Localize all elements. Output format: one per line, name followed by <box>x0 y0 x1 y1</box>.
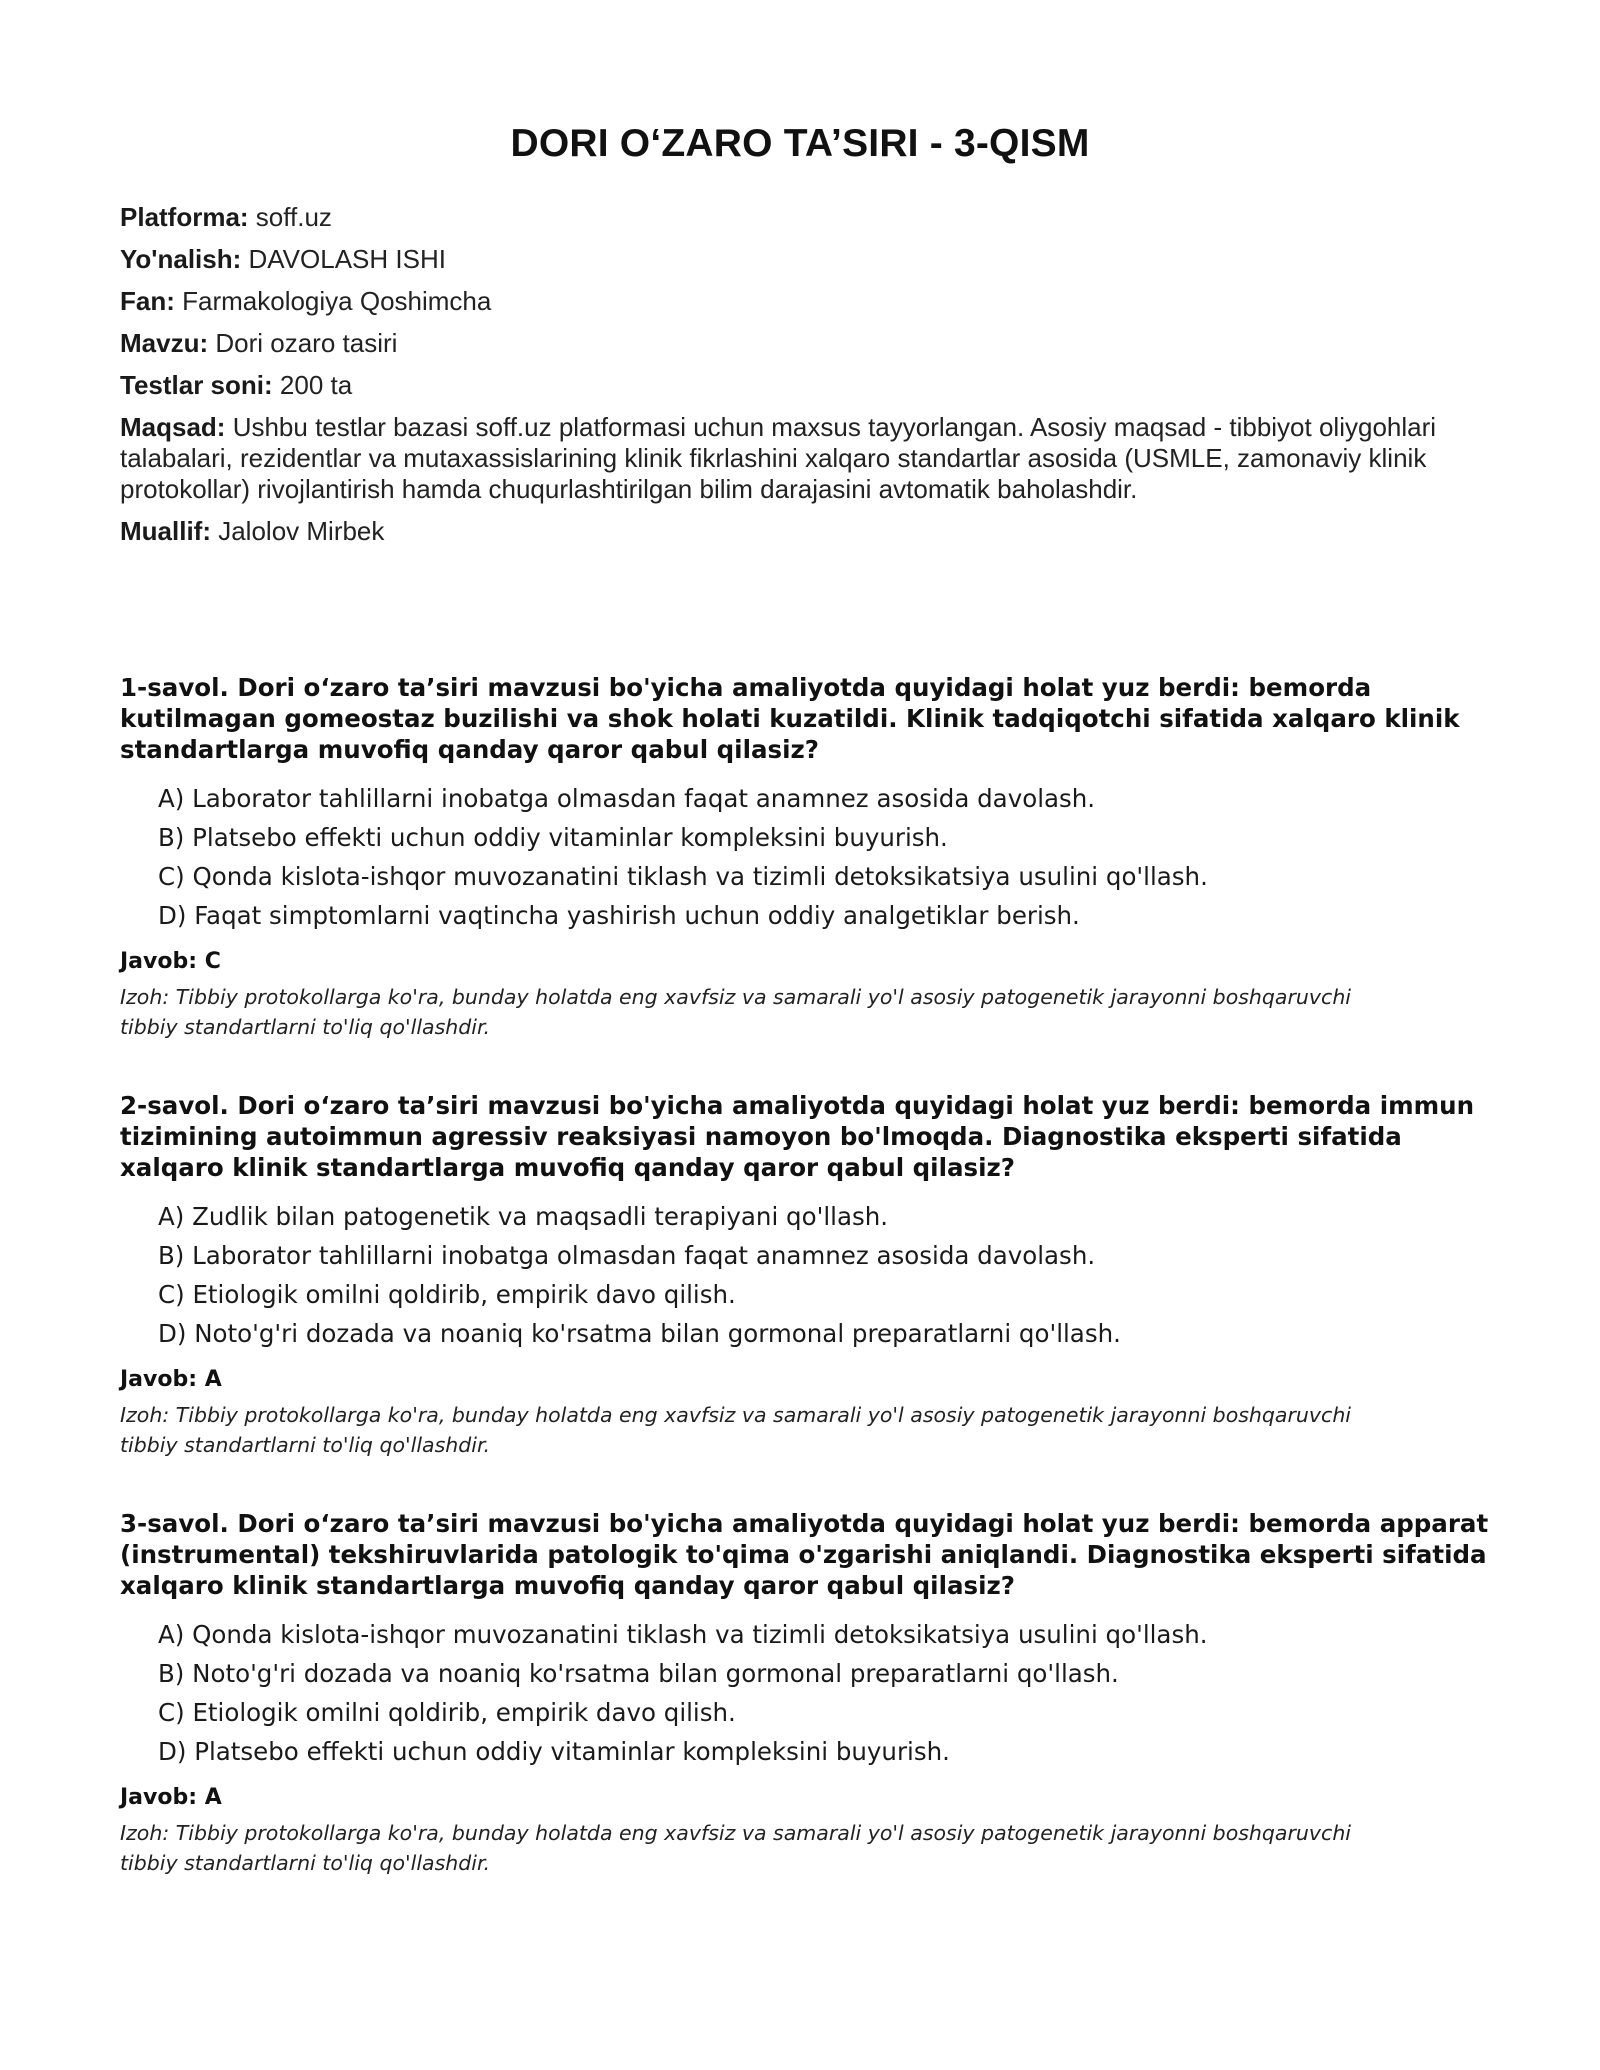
meta-platform <box>120 202 1460 233</box>
meta-key: Yo'nalish: <box>120 244 242 274</box>
meta-purpose <box>120 412 1460 505</box>
question-item <box>120 672 1490 1042</box>
meta-key: Platforma: <box>120 202 249 232</box>
meta-value: Ushbu testlar bazasi soff.uz platformasi uchun maxsus tayyorlangan. Asosiy maqsad - tibbiyot oliygohlari talabalari, rezidentlar va mutaxassislarining klinik fikrlashini xalqaro standartlar asosida (USMLE, zamonaviy klinik protokollar) rivojlantirish hamda chuqurlashtirilgan bilim darajasini avtomatik baholashdir. <box>120 412 1437 504</box>
answer-explanation: Izoh: Tibbiy protokollarga ko'ra, bunday holatda eng xavfsiz va samarali yo'l asosiy patogenetik jarayonni boshqaruvchi tibbiy standartlarni to'liq qo'llashdir. <box>120 1821 1352 1875</box>
questions-list <box>120 672 1490 1926</box>
correct-answer: Javob: C <box>120 949 221 974</box>
question-text: 1-savol. Dori o‘zaro ta’siri mavzusi bo'yicha amaliyotda quyidagi holat yuz berdi: bemorda kutilmagan gomeostaz buzilishi va shok holati kuzatildi. Klinik tadqiqotchi sifatida xalqaro klinik standartlarga muvofiq qanday qaror qabul qilasiz? <box>120 673 1460 764</box>
answer-explanation: Izoh: Tibbiy protokollarga ko'ra, bunday holatda eng xavfsiz va samarali yo'l asosiy patogenetik jarayonni boshqaruvchi tibbiy standartlarni to'liq qo'llashdir. <box>120 1403 1352 1457</box>
meta-key: Muallif: <box>120 516 211 546</box>
meta-direction <box>120 244 1460 275</box>
answer-option-b: B) Noto'g'ri dozada va noaniq ko'rsatma bilan gormonal preparatlarni qo'llash. <box>158 1659 1119 1688</box>
answer-option-a: A) Zudlik bilan patogenetik va maqsadli terapiyani qo'llash. <box>158 1202 889 1231</box>
meta-key: Testlar soni: <box>120 370 273 400</box>
answer-option-c: C) Etiologik omilni qoldirib, empirik davo qilish. <box>158 1698 736 1727</box>
meta-value: DAVOLASH ISHI <box>241 244 446 274</box>
meta-value: Farmakologiya Qoshimcha <box>174 286 492 316</box>
question-item <box>120 1508 1490 1878</box>
question-text: 2-savol. Dori o‘zaro ta’siri mavzusi bo'yicha amaliyotda quyidagi holat yuz berdi: bemorda immun tizimining autoimmun agressiv reaksiyasi namoyon bo'lmoqda. Diagnostika eksperti sifatida xalqaro klinik standartlarga muvofiq qanday qaror qabul qilasiz? <box>120 1091 1475 1182</box>
meta-subject <box>120 286 1460 317</box>
meta-key: Maqsad: <box>120 412 226 442</box>
meta-key: Fan: <box>120 286 175 316</box>
answer-option-b: B) Platsebo effekti uchun oddiy vitaminlar kompleksini buyurish. <box>158 823 948 852</box>
question-item <box>120 1090 1490 1460</box>
metadata-block <box>120 202 1460 558</box>
meta-value: Dori ozaro tasiri <box>208 328 398 358</box>
answer-option-a: A) Laborator tahlillarni inobatga olmasdan faqat anamnez asosida davolash. <box>158 784 1096 813</box>
answer-explanation: Izoh: Tibbiy protokollarga ko'ra, bunday holatda eng xavfsiz va samarali yo'l asosiy patogenetik jarayonni boshqaruvchi tibbiy standartlarni to'liq qo'llashdir. <box>120 985 1352 1039</box>
answer-option-d: D) Faqat simptomlarni vaqtincha yashirish uchun oddiy analgetiklar berish. <box>158 901 1080 930</box>
meta-test-count <box>120 370 1460 401</box>
answer-option-d: D) Noto'g'ri dozada va noaniq ko'rsatma bilan gormonal preparatlarni qo'llash. <box>158 1319 1121 1348</box>
answer-option-c: C) Etiologik omilni qoldirib, empirik davo qilish. <box>158 1280 736 1309</box>
meta-value: Jalolov Mirbek <box>211 516 385 546</box>
correct-answer: Javob: A <box>120 1785 222 1810</box>
answer-option-a: A) Qonda kislota-ishqor muvozanatini tiklash va tizimli detoksikatsiya usulini qo'llash. <box>158 1620 1208 1649</box>
meta-author <box>120 516 1460 547</box>
question-text: 3-savol. Dori o‘zaro ta’siri mavzusi bo'yicha amaliyotda quyidagi holat yuz berdi: bemorda apparat (instrumental) tekshiruvlarida patologik to'qima o'zgarishi aniqlandi. Diagnostika eksperti sifatida xalqaro klinik standartlarga muvofiq qanday qaror qabul qilasiz? <box>120 1509 1489 1600</box>
meta-key: Mavzu: <box>120 328 209 358</box>
document-title: DORI O‘ZARO TA’SIRI - 3-QISM <box>510 122 1090 165</box>
answer-option-d: D) Platsebo effekti uchun oddiy vitaminlar kompleksini buyurish. <box>158 1737 950 1766</box>
meta-value: soff.uz <box>248 202 332 232</box>
meta-value: 200 ta <box>272 370 353 400</box>
answer-option-c: C) Qonda kislota-ishqor muvozanatini tiklash va tizimli detoksikatsiya usulini qo'llash. <box>158 862 1208 891</box>
correct-answer: Javob: A <box>120 1367 222 1392</box>
meta-topic <box>120 328 1460 359</box>
answer-option-b: B) Laborator tahlillarni inobatga olmasdan faqat anamnez asosida davolash. <box>158 1241 1096 1270</box>
